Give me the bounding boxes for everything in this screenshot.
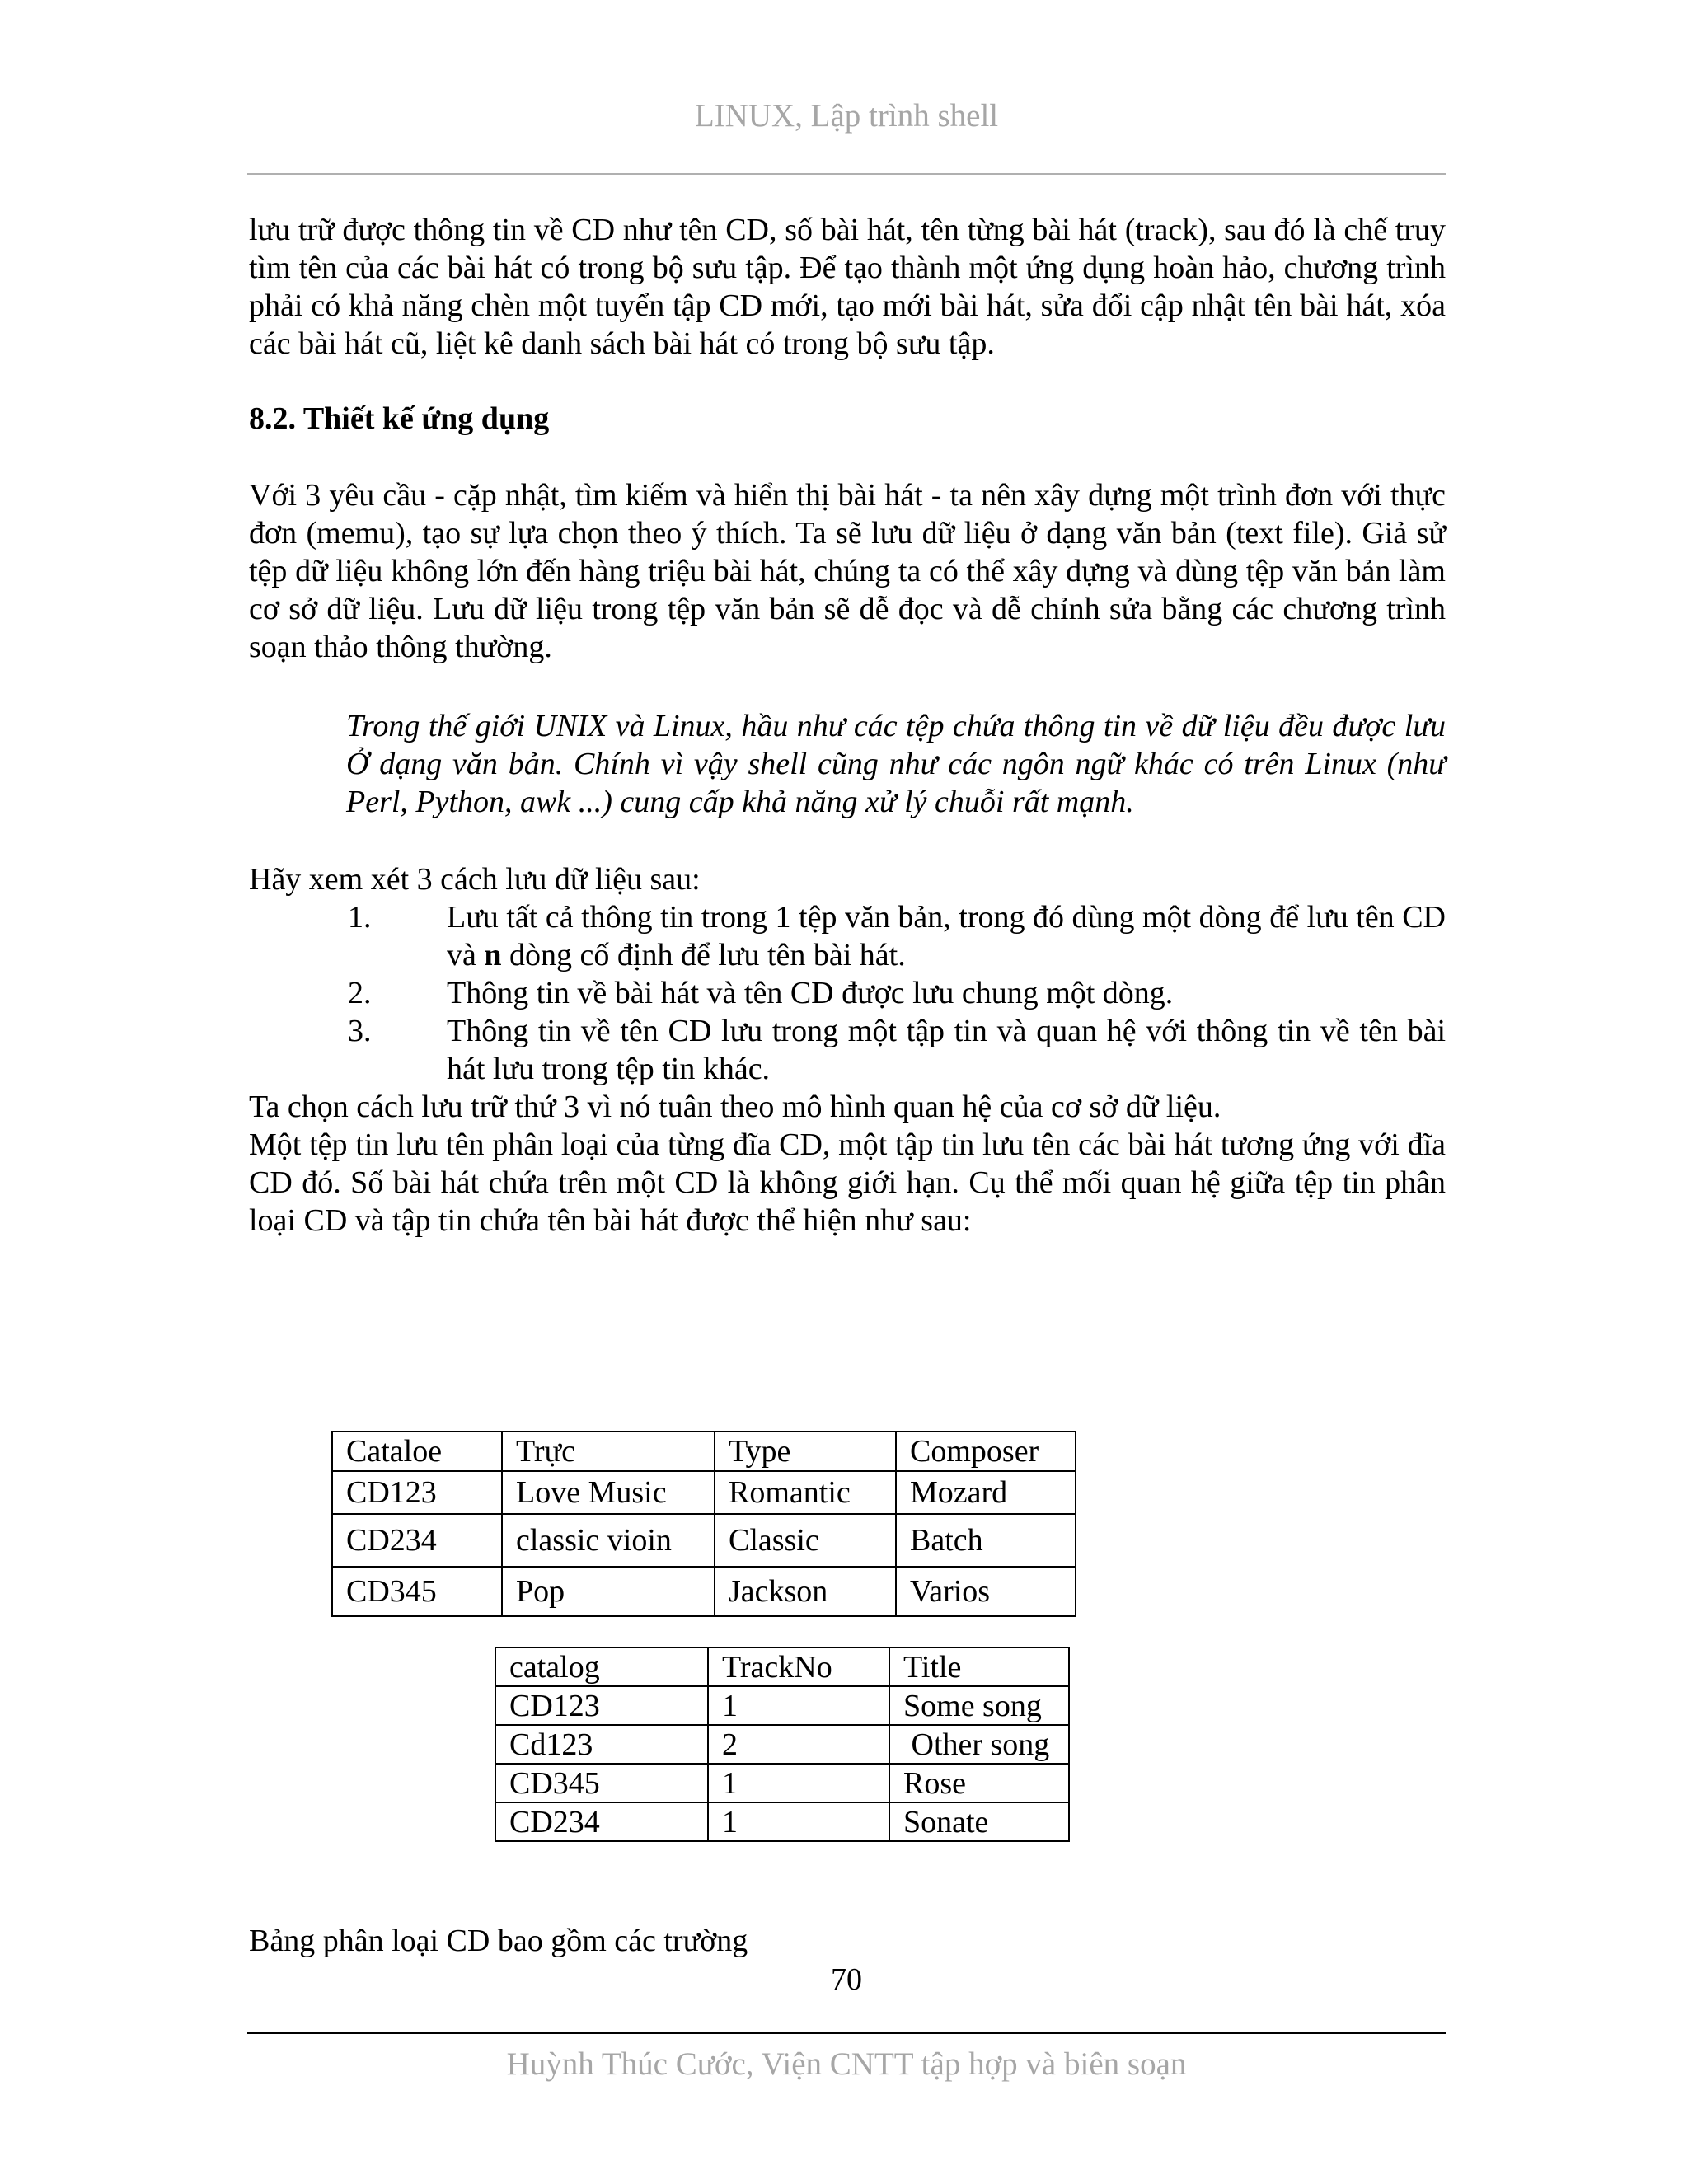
table-row bbox=[332, 1432, 1076, 1471]
running-header: LINUX, Lập trình shell bbox=[694, 98, 999, 134]
list-text-part: Lưu tất cả thông tin trong 1 tệp văn bản, trong đó dùng một dòng để lưu tên CD và bbox=[447, 900, 1446, 972]
section-heading: 8.2. Thiết kế ứng dụng bbox=[249, 401, 550, 436]
table-row bbox=[495, 1764, 1069, 1802]
tracks-table bbox=[495, 1647, 1070, 1842]
list-number: 2. bbox=[348, 976, 372, 1010]
table-cell: catalog bbox=[495, 1647, 708, 1686]
table-cell: Other song bbox=[889, 1725, 1069, 1764]
table-cell: Composer bbox=[896, 1432, 1076, 1471]
list-text-part: dòng cố định để lưu tên bài hát. bbox=[501, 938, 906, 972]
table-cell: Trực bbox=[502, 1432, 715, 1471]
table-cell: Cataloe bbox=[332, 1432, 502, 1471]
table-row bbox=[332, 1567, 1076, 1616]
table-cell: Rose bbox=[889, 1764, 1069, 1802]
table-cell: CD345 bbox=[495, 1764, 708, 1802]
table-cell: 1 bbox=[708, 1764, 889, 1802]
list-text: Thông tin về tên CD lưu trong một tập tin và quan hệ với thông tin về tên bài hát lưu trong tệp tin khác. bbox=[447, 1014, 1446, 1086]
table-row bbox=[495, 1802, 1069, 1841]
table-row bbox=[495, 1686, 1069, 1725]
footer-divider bbox=[247, 2032, 1446, 2034]
running-footer: Huỳnh Thúc Cước, Viện CNTT tập hợp và biên soạn bbox=[506, 2046, 1187, 2082]
list-text: Thông tin về bài hát và tên CD được lưu chung một dòng. bbox=[447, 976, 1174, 1010]
table-row bbox=[495, 1725, 1069, 1764]
cd-catalog-table bbox=[331, 1431, 1076, 1617]
page-number: 70 bbox=[831, 1962, 862, 1997]
table-cell: Title bbox=[889, 1647, 1069, 1686]
table-cell: 1 bbox=[708, 1802, 889, 1841]
intro-paragraph: lưu trữ được thông tin về CD như tên CD, số bài hát, tên từng bài hát (track), sau đó là chế truy tìm tên của các bài hát có trong bộ sưu tập. Để tạo thành một ứng dụng hoàn hảo, chương trình phải có khả năng chèn một tuyển tập CD mới, tạo mới bài hát, sửa đổi cập nhật tên bài hát, xóa các bài hát cũ, liệt kê danh sách bài hát có trong bộ sưu tập. bbox=[249, 213, 1446, 361]
header-divider bbox=[247, 173, 1446, 175]
table-cell: Romantic bbox=[715, 1471, 896, 1514]
table-cell: CD345 bbox=[332, 1567, 502, 1616]
table-cell: Some song bbox=[889, 1686, 1069, 1725]
table-cell: Type bbox=[715, 1432, 896, 1471]
table-cell: CD234 bbox=[495, 1802, 708, 1841]
table-cell: Mozard bbox=[896, 1471, 1076, 1514]
list-number: 1. bbox=[348, 900, 372, 935]
choice-paragraph: Ta chọn cách lưu trữ thứ 3 vì nó tuân theo mô hình quan hệ của cơ sở dữ liệu. bbox=[249, 1090, 1221, 1124]
table-row bbox=[332, 1471, 1076, 1514]
table-cell: Classic bbox=[715, 1514, 896, 1567]
list-item bbox=[249, 974, 1446, 1012]
table-cell: CD123 bbox=[495, 1686, 708, 1725]
table-cell: Batch bbox=[896, 1514, 1076, 1567]
design-paragraph: Với 3 yêu cầu - cặp nhật, tìm kiếm và hiển thị bài hát - ta nên xây dựng một trình đơn với thực đơn (memu), tạo sự lựa chọn theo ý thích. Ta sẽ lưu dữ liệu ở dạng văn bản (text file). Giả sử tệp dữ liệu không lớn đến hàng triệu bài hát, chúng ta có thể xây dựng và dùng tệp văn bản làm cơ sở dữ liệu. Lưu dữ liệu trong tệp văn bản sẽ dễ đọc và dễ chỉnh sửa bằng các chương trình soạn thảo thông thường. bbox=[249, 478, 1446, 664]
table-cell: TrackNo bbox=[708, 1647, 889, 1686]
table-cell: classic vioin bbox=[502, 1514, 715, 1567]
storage-methods-list bbox=[249, 898, 1446, 1088]
list-text-bold: n bbox=[484, 938, 502, 972]
list-text bbox=[447, 898, 1446, 974]
table-cell: 1 bbox=[708, 1686, 889, 1725]
italic-note: Trong thế giới UNIX và Linux, hầu như các tệp chứa thông tin về dữ liệu đều được lưu Ở dạng văn bản. Chính vì vậy shell cũng như các ngôn ngữ khác có trên Linux (như Perl, Python, awk ...) cung cấp khả năng xử lý chuỗi rất mạnh. bbox=[346, 709, 1446, 819]
table-cell: Varios bbox=[896, 1567, 1076, 1616]
methods-intro: Hãy xem xét 3 cách lưu dữ liệu sau: bbox=[249, 862, 701, 897]
list-item bbox=[249, 898, 1446, 974]
table-row bbox=[495, 1647, 1069, 1686]
table-cell: Pop bbox=[502, 1567, 715, 1616]
table-cell: Sonate bbox=[889, 1802, 1069, 1841]
list-item bbox=[249, 1012, 1446, 1088]
table-cell: 2 bbox=[708, 1725, 889, 1764]
table-cell: CD123 bbox=[332, 1471, 502, 1514]
table-cell: CD234 bbox=[332, 1514, 502, 1567]
table-cell: Cd123 bbox=[495, 1725, 708, 1764]
table-row bbox=[332, 1514, 1076, 1567]
table-cell: Jackson bbox=[715, 1567, 896, 1616]
table-cell: Love Music bbox=[502, 1471, 715, 1514]
list-number: 3. bbox=[348, 1014, 372, 1048]
closing-paragraph: Bảng phân loại CD bao gồm các trường bbox=[249, 1924, 748, 1958]
relation-paragraph: Một tệp tin lưu tên phân loại của từng đĩa CD, một tập tin lưu tên các bài hát tương ứng với đĩa CD đó. Số bài hát chứa trên một CD là không giới hạn. Cụ thể mối quan hệ giữa tệp tin phân loại CD và tập tin chứa tên bài hát được thể hiện như sau: bbox=[249, 1127, 1446, 1238]
